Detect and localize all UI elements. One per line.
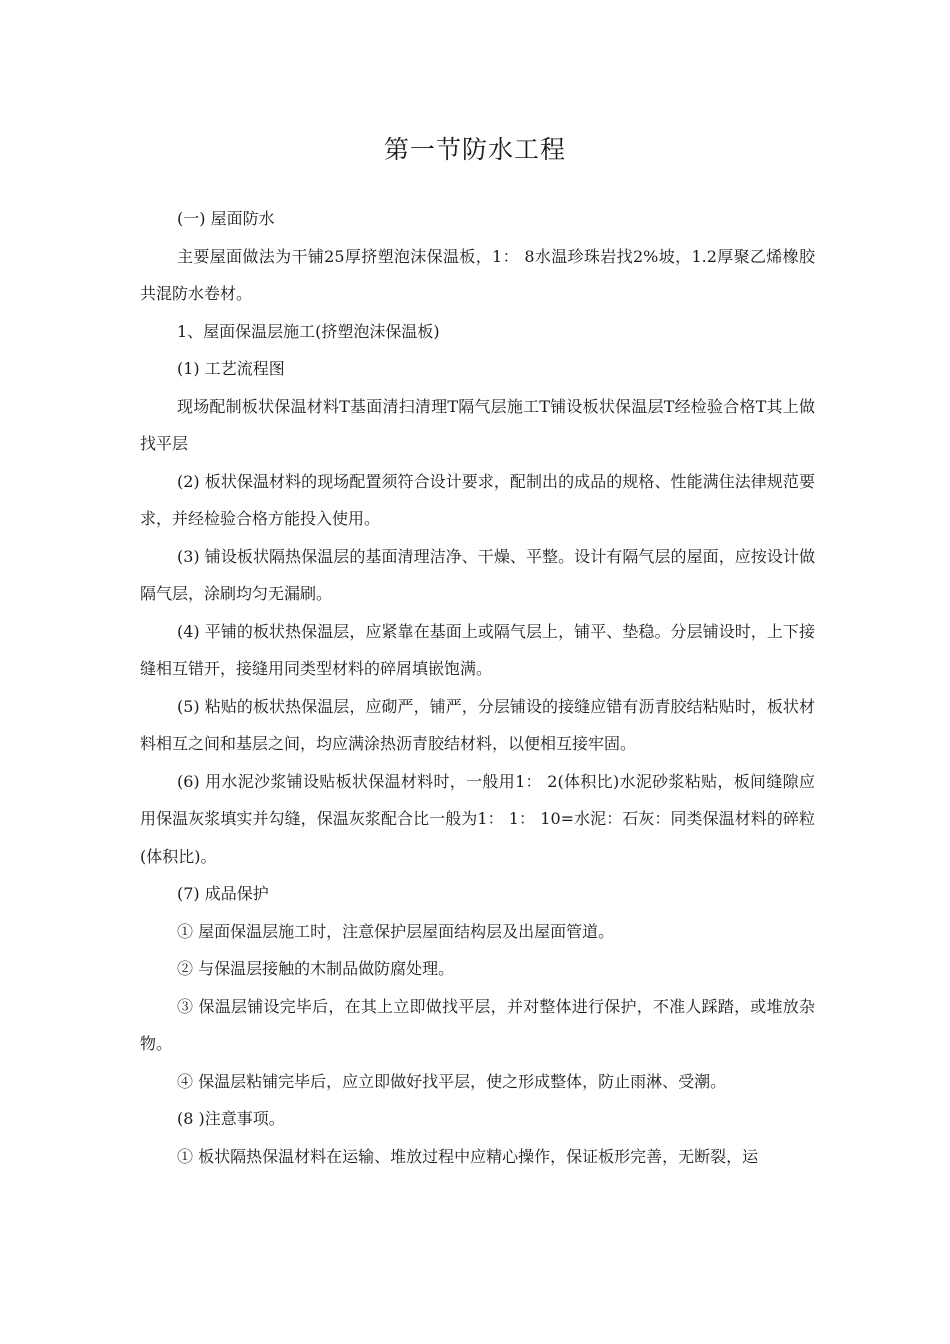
list-item: (7) 成品保护 (177, 884, 269, 903)
list-item: (4) 平铺的板状热保温层，应紧靠在基面上或隔气层上，铺平、垫稳。分层铺设时，上下接缝相互错开，接缝用同类型材料的碎屑填嵌饱满。 (140, 621, 815, 678)
list-item: ④ 保温层粘铺完毕后，应立即做好找平层，使之形成整体，防止雨淋、受潮。 (177, 1071, 727, 1091)
paragraph: 主要屋面做法为干铺25厚挤塑泡沫保温板，1： 8水温珍珠岩找2%坡，1.2厚聚乙烯橡胶共混防水卷材。 (140, 246, 815, 303)
list-item: (6) 用水泥沙浆铺设贴板状保温材料时，一般用1： 2(体积比)水泥砂浆粘贴，板间缝隙应用保温灰浆填实并勾缝，保温灰浆配合比一般为1： 1： 10=水泥：石灰：同类保温材料的碎粒(体积比)。 (140, 771, 815, 866)
paragraph: 现场配制板状保温材料T基面清扫清理T隔气层施工T铺设板状保温层T经检验合格T其上做找平层 (140, 396, 815, 453)
list-item: (2) 板状保温材料的现场配置须符合设计要求，配制出的成品的规格、性能满住法律规范要求，并经检验合格方能投入使用。 (140, 471, 815, 528)
list-item: (8 )注意事项。 (177, 1109, 285, 1128)
list-item: ① 板状隔热保温材料在运输、堆放过程中应精心操作，保证板形完善，无断裂，运 (177, 1146, 759, 1166)
list-item: (1) 工艺流程图 (177, 359, 285, 378)
list-item: (3) 铺设板状隔热保温层的基面清理洁净、干燥、平整。设计有隔气层的屋面，应按设计做隔气层，涂刷均匀无漏刷。 (140, 546, 815, 603)
list-item: ② 与保温层接触的木制品做防腐处理。 (177, 959, 455, 978)
document-body (140, 200, 815, 1175)
list-item: ③ 保温层铺设完毕后，在其上立即做找平层，并对整体进行保护，不准人踩踏，或堆放杂物。 (140, 996, 815, 1053)
page-title: 第一节防水工程 (383, 135, 566, 164)
section-heading: (一) 屋面防水 (177, 209, 275, 228)
list-item: ① 屋面保温层施工时，注意保护层屋面结构层及出屋面管道。 (177, 921, 615, 941)
list-item: (5) 粘贴的板状热保温层，应砌严，铺严，分层铺设的接缝应错有沥青胶结粘贴时，板状材料相互之间和基层之间，均应满涂热沥青胶结材料，以便相互接牢固。 (140, 696, 815, 753)
subsection-heading: 1、屋面保温层施工(挤塑泡沫保温板) (177, 321, 440, 341)
